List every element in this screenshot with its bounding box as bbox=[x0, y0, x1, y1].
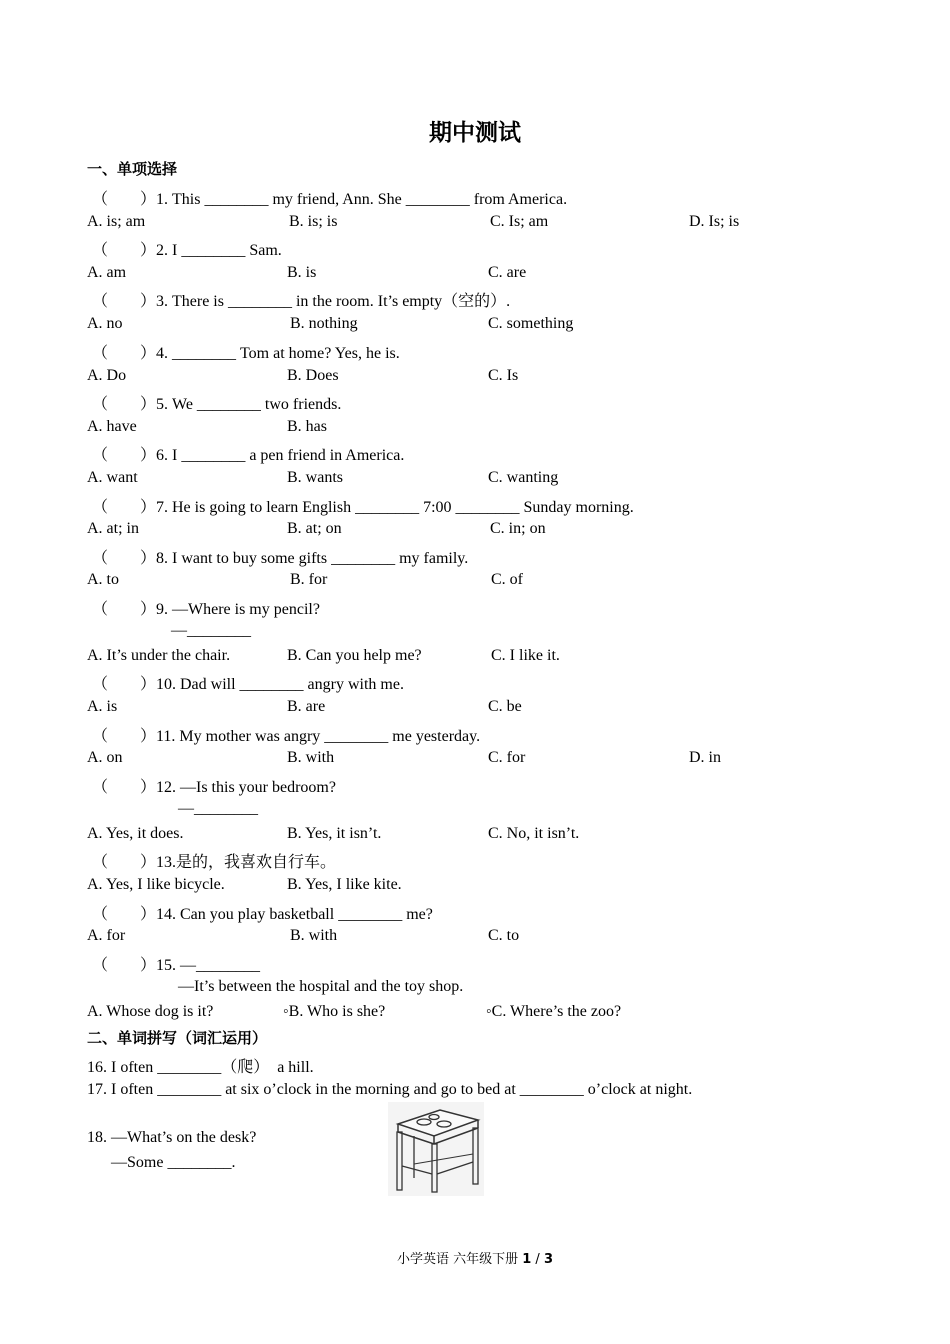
option: A. to bbox=[87, 571, 119, 588]
question-stem: （ ）15. —________ bbox=[92, 957, 261, 974]
option: C. Is; am bbox=[490, 213, 549, 230]
option: C. wanting bbox=[488, 469, 559, 486]
option: B. Yes, I like kite. bbox=[287, 876, 402, 893]
option: C. of bbox=[491, 571, 523, 588]
dialogue-reply: —________ bbox=[171, 622, 251, 639]
option: B. has bbox=[287, 418, 327, 435]
option: A. Whose dog is it? bbox=[87, 1003, 214, 1020]
option: A. Yes, it does. bbox=[87, 825, 184, 842]
option: C. for bbox=[488, 749, 526, 766]
option: B. at; on bbox=[287, 520, 342, 537]
option: B. is; is bbox=[289, 213, 338, 230]
question-stem: （ ）11. My mother was angry ________ me yesterday. bbox=[92, 728, 481, 745]
desk-with-bowls-image bbox=[388, 1102, 484, 1196]
option: B. are bbox=[287, 698, 326, 715]
option: A. no bbox=[87, 315, 123, 332]
option: A. on bbox=[87, 749, 123, 766]
page-title: 期中测试 bbox=[429, 120, 521, 146]
footer-page-number: 1 bbox=[522, 1252, 532, 1267]
footer-subject: 小学英语 六年级下册 bbox=[396, 1252, 523, 1267]
spelling-question-16: 16. I often ________（爬） a hill. bbox=[87, 1059, 314, 1076]
option: ◦C. Where’s the zoo? bbox=[486, 1003, 622, 1020]
question-stem: （ ）5. We ________ two friends. bbox=[92, 396, 342, 413]
section-heading-spelling: 二、单词拼写（词汇运用） bbox=[87, 1029, 268, 1047]
question-stem: （ ）3. There is ________ in the room. It’s empty（空的）. bbox=[92, 293, 511, 310]
option: C. Is bbox=[488, 367, 519, 384]
footer-page-total: 3 bbox=[543, 1252, 553, 1267]
option: A. at; in bbox=[87, 520, 139, 537]
option: B. Does bbox=[287, 367, 339, 384]
section-heading-choice: 一、单项选择 bbox=[87, 160, 178, 178]
option: A. have bbox=[87, 418, 137, 435]
option: ◦B. Who is she? bbox=[283, 1003, 386, 1020]
option: C. in; on bbox=[490, 520, 546, 537]
option: B. with bbox=[290, 927, 338, 944]
option: B. wants bbox=[287, 469, 343, 486]
footer-separator: / bbox=[531, 1252, 544, 1267]
question-stem: （ ）12. —Is this your bedroom? bbox=[92, 779, 336, 796]
option: B. Yes, it isn’t. bbox=[287, 825, 382, 842]
option: A. Yes, I like bicycle. bbox=[87, 876, 225, 893]
option: A. am bbox=[87, 264, 127, 281]
option: B. with bbox=[287, 749, 335, 766]
question-stem: （ ）13.是的，我喜欢自行车。 bbox=[92, 854, 337, 871]
question-stem: （ ）7. He is going to learn English ________ 7:00 ________ Sunday morning. bbox=[92, 499, 634, 516]
question-stem: （ ）1. This ________ my friend, Ann. She ________ from America. bbox=[92, 191, 568, 208]
option: B. Can you help me? bbox=[287, 647, 422, 664]
option: A. Do bbox=[87, 367, 127, 384]
option: A. It’s under the chair. bbox=[87, 647, 231, 664]
spelling-question-18-reply: —Some ________. bbox=[111, 1154, 236, 1171]
dialogue-reply: —________ bbox=[178, 800, 258, 817]
option: C. I like it. bbox=[491, 647, 560, 664]
option: A. want bbox=[87, 469, 138, 486]
spelling-question-18: 18. —What’s on the desk? bbox=[87, 1129, 257, 1146]
option: C. be bbox=[488, 698, 522, 715]
question-stem: （ ）10. Dad will ________ angry with me. bbox=[92, 676, 404, 693]
question-stem: （ ）8. I want to buy some gifts ________ my family. bbox=[92, 550, 469, 567]
option: D. Is; is bbox=[689, 213, 740, 230]
question-stem: （ ）2. I ________ Sam. bbox=[92, 242, 282, 259]
option: A. is bbox=[87, 698, 118, 715]
option: A. is; am bbox=[87, 213, 146, 230]
option: B. is bbox=[287, 264, 317, 281]
page-footer bbox=[0, 1248, 950, 1267]
option: C. something bbox=[488, 315, 574, 332]
option: C. No, it isn’t. bbox=[488, 825, 580, 842]
spelling-question-17: 17. I often ________ at six o’clock in the morning and go to bed at ________ o’clock at night. bbox=[87, 1081, 693, 1098]
option: B. nothing bbox=[290, 315, 358, 332]
dialogue-reply: —It’s between the hospital and the toy shop. bbox=[178, 978, 464, 995]
option: B. for bbox=[290, 571, 328, 588]
question-stem: （ ）9. —Where is my pencil? bbox=[92, 601, 320, 618]
option: D. in bbox=[689, 749, 721, 766]
question-stem: （ ）4. ________ Tom at home? Yes, he is. bbox=[92, 345, 400, 362]
option: A. for bbox=[87, 927, 126, 944]
option: C. are bbox=[488, 264, 527, 281]
question-stem: （ ）6. I ________ a pen friend in America. bbox=[92, 447, 405, 464]
option: C. to bbox=[488, 927, 520, 944]
question-stem: （ ）14. Can you play basketball ________ me? bbox=[92, 906, 433, 923]
